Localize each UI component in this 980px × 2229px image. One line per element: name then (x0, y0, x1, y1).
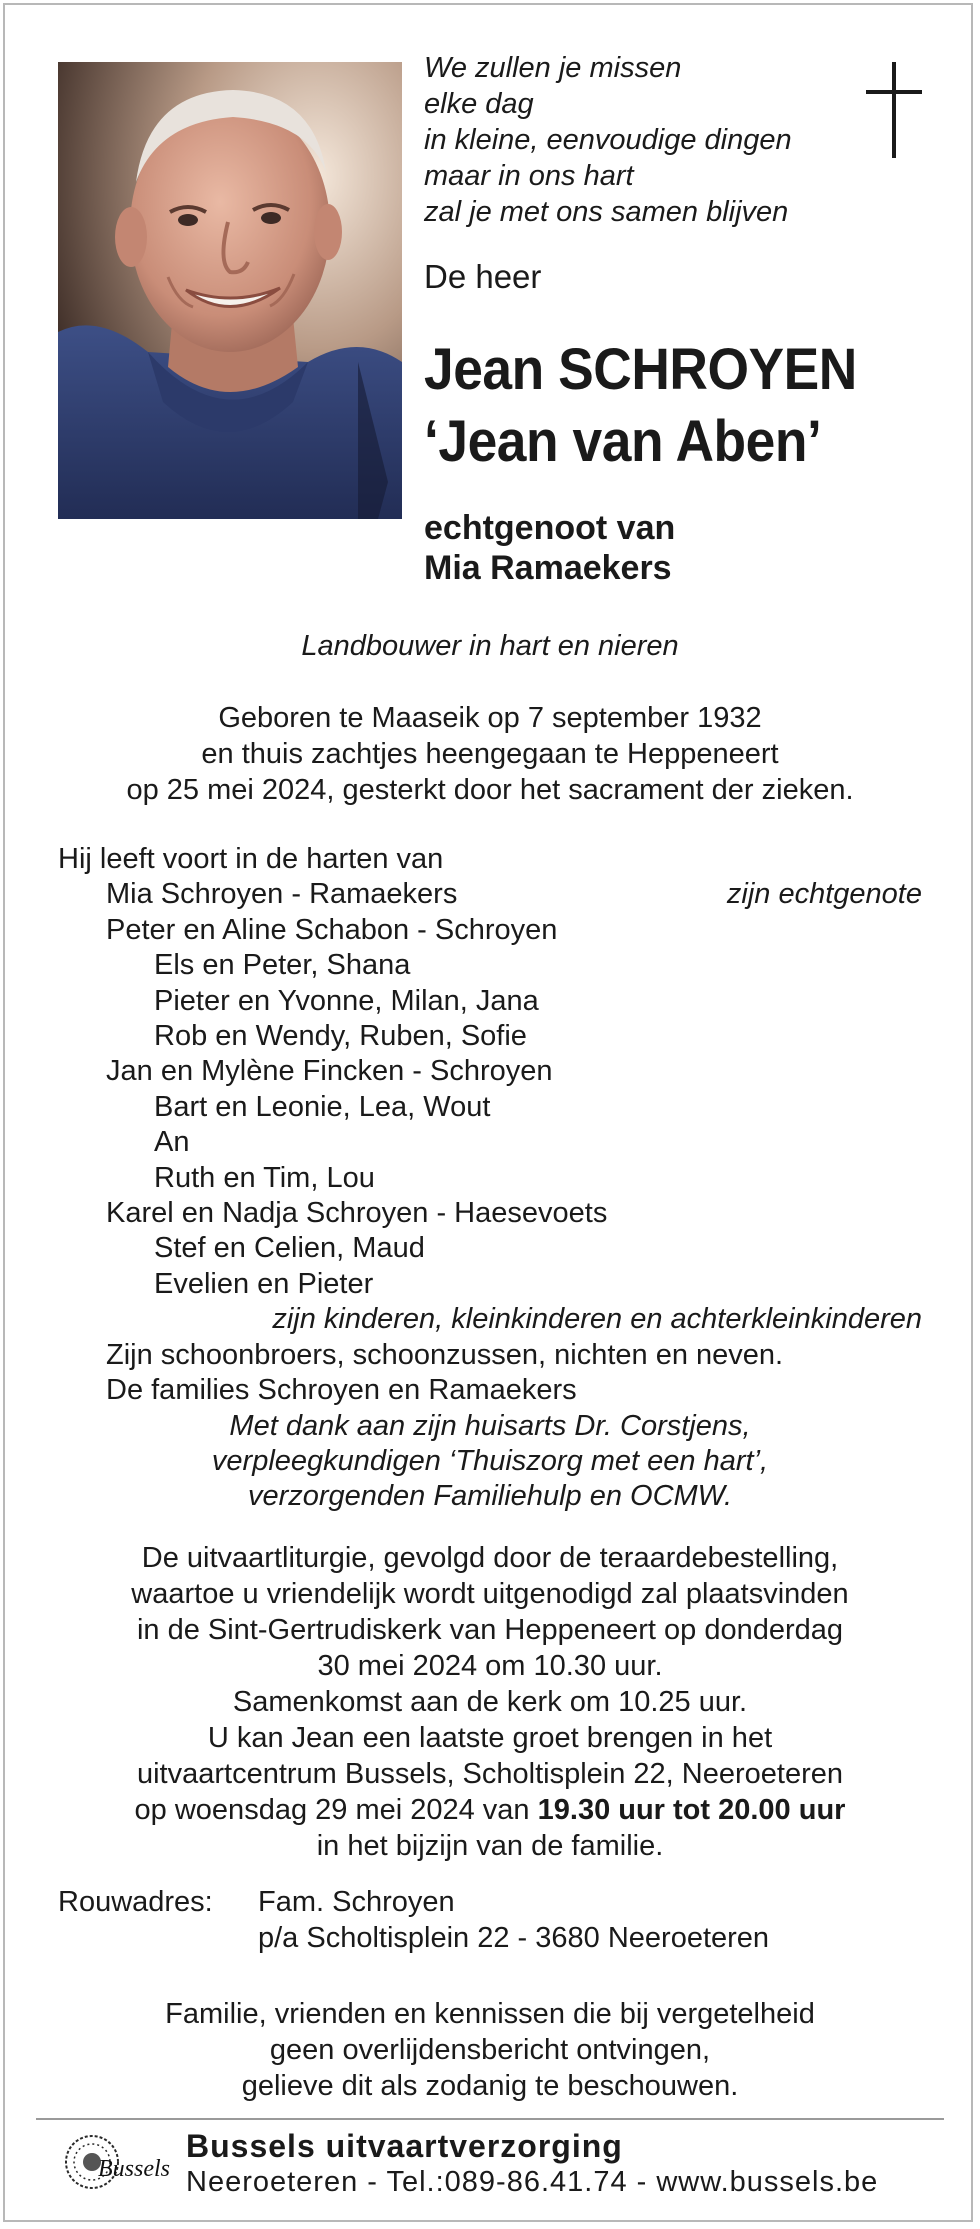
wife-name: Mia Schroyen - Ramaekers (106, 878, 458, 911)
visit-prefix: op woensdag 29 mei 2024 van (134, 1794, 538, 1826)
birth-line: Geboren te Maaseik op 7 september 1932 (218, 702, 762, 734)
grandchild-family: Stef en Celien, Maud (154, 1232, 425, 1265)
closing-line: geen overlijdensbericht ontvingen, (269, 2034, 711, 2066)
children-relation: zijn kinderen, kleinkinderen en achterkleinkinderen (272, 1303, 922, 1336)
footer-contact: Neeroeteren - Tel.:089-86.41.74 - www.bussels.be (186, 2166, 879, 2198)
funeral-line: Samenkomst aan de kerk om 10.25 uur. (232, 1686, 748, 1718)
closing-line: Familie, vrienden en kennissen die bij vergetelheid (165, 1998, 815, 2030)
address-line-1: Fam. Schroyen (258, 1886, 455, 1918)
address-line-2: p/a Scholtisplein 22 - 3680 Neeroeteren (258, 1922, 770, 1954)
funeral-line: uitvaartcentrum Bussels, Scholtisplein 22, Neeroeteren (136, 1758, 844, 1790)
salutation: De heer (424, 258, 542, 295)
logo-text: Bussels (98, 2156, 170, 2182)
family-block (58, 842, 922, 1515)
visit-line (0, 1792, 980, 1828)
footer-divider (36, 2118, 944, 2120)
families-line: De families Schroyen en Ramaekers (106, 1374, 577, 1407)
bussels-logo (58, 2128, 172, 2200)
poem-line: We zullen je missen (424, 52, 682, 84)
closing-block (0, 1996, 980, 2104)
grandchild-family: Evelien en Pieter (154, 1267, 374, 1300)
spouse-line-2: Mia Ramaekers (424, 549, 672, 587)
deceased-name (424, 334, 857, 478)
visit-end: in het bijzijn van de familie. (316, 1830, 664, 1862)
grandchild-family: Ruth en Tim, Lou (154, 1161, 375, 1194)
grandchild-family: Els en Peter, Shana (154, 949, 411, 982)
poem-line: elke dag (424, 88, 534, 120)
wife-relation: zijn echtgenote (726, 878, 922, 911)
footer-company: Bussels uitvaartverzorging (186, 2128, 623, 2164)
thanks-line: verpleegkundigen ‘Thuiszorg met een hart’, (211, 1444, 769, 1477)
wife-row (58, 877, 922, 912)
child-family: Peter en Aline Schabon - Schroyen (106, 913, 558, 946)
funeral-line: in de Sint-Gertrudiskerk van Heppeneert op donderdag (136, 1614, 844, 1646)
inlaws-line: Zijn schoonbroers, schoonzussen, nichten en neven. (106, 1338, 784, 1371)
name-line-2: ‘Jean van Aben’ (424, 409, 822, 474)
address-label: Rouwadres: (58, 1886, 213, 1918)
grandchild-family: Rob en Wendy, Ruben, Sofie (154, 1020, 527, 1053)
family-intro: Hij leeft voort in de harten van (58, 843, 444, 875)
birth-line: en thuis zachtjes heengegaan te Heppeneert (201, 738, 779, 770)
poem-line: zal je met ons samen blijven (424, 196, 789, 228)
grandchild-family: Bart en Leonie, Lea, Wout (154, 1090, 491, 1123)
birth-death-block (0, 700, 980, 808)
funeral-line: 30 mei 2024 om 10.30 uur. (317, 1650, 663, 1682)
funeral-line: U kan Jean een laatste groet brengen in het (207, 1722, 773, 1754)
portrait-image (58, 62, 402, 519)
spouse-block (424, 508, 675, 588)
funeral-line: waartoe u vriendelijk wordt uitgenodigd zal plaatsvinden (131, 1578, 849, 1610)
cross-icon (866, 62, 922, 158)
poem-line: in kleine, eenvoudige dingen (424, 124, 792, 156)
portrait-photo (58, 62, 402, 519)
thanks-line: verzorgenden Familiehulp en OCMW. (247, 1480, 733, 1513)
closing-line: gelieve dit als zodanig te beschouwen. (241, 2070, 739, 2102)
grandchild-family: An (154, 1126, 190, 1159)
name-line-1: Jean SCHROYEN (424, 337, 857, 402)
child-family: Karel en Nadja Schroyen - Haesevoets (106, 1197, 608, 1230)
funeral-block (0, 1540, 980, 1864)
thanks-line: Met dank aan zijn huisarts Dr. Corstjens, (229, 1409, 751, 1442)
birth-line: op 25 mei 2024, gesterkt door het sacrament der zieken. (126, 774, 854, 806)
poem (424, 50, 792, 230)
poem-line: maar in ons hart (424, 160, 634, 192)
tagline: Landbouwer in hart en nieren (301, 630, 679, 662)
funeral-line: De uitvaartliturgie, gevolgd door de teraardebestelling, (141, 1542, 839, 1574)
visit-hours: 19.30 uur tot 20.00 uur (537, 1794, 846, 1826)
spouse-line-1: echtgenoot van (424, 509, 676, 547)
grandchild-family: Pieter en Yvonne, Milan, Jana (154, 984, 539, 1017)
child-family: Jan en Mylène Fincken - Schroyen (106, 1055, 553, 1088)
